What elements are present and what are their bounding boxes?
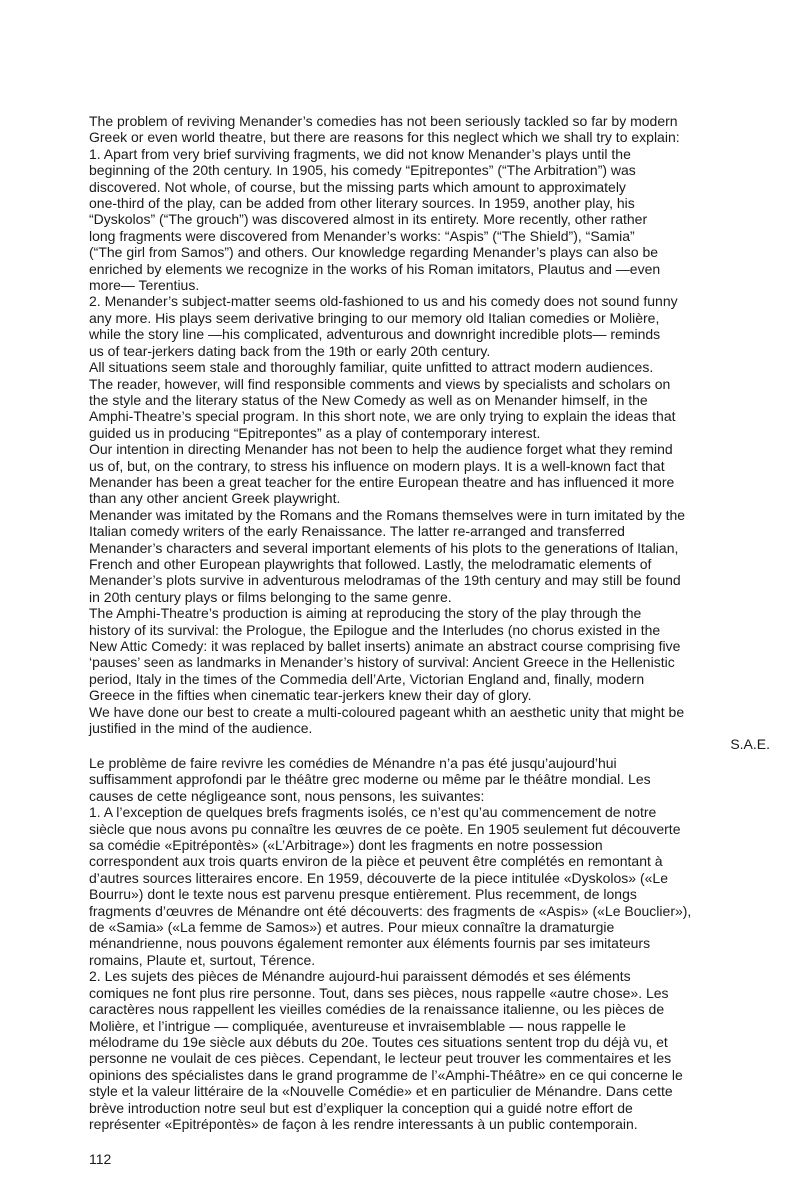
text-line: 1. A l’exception de quelques brefs fragments isolés, ce n’est qu’au commencement de notre <box>89 804 657 821</box>
text-line: guided us in producing “Epitrepontes” as a play of contemporary interest. <box>89 424 541 441</box>
text-line: fragments d’œuvres de Ménandre ont été découverts: des fragments de «Aspis» («Le Bouclier»), <box>89 902 692 919</box>
text-line: any more. His plays seem derivative bringing to our memory old Italian comedies or Molière, <box>89 309 660 326</box>
text-line: beginning of the 20th century. In 1905, his comedy “Epitrepontes” (“The Arbitration”) was <box>89 162 636 179</box>
text-line: us of tear-jerkers dating back from the 19th or early 20th century. <box>89 342 491 359</box>
text-line: de «Samia» («La femme de Samos») et autres. Pour mieux connaître la dramaturgie <box>89 919 615 936</box>
text-line: discovered. Not whole, of course, but the missing parts which amount to approximately <box>89 178 626 195</box>
text-line: enriched by elements we recognize in the works of his Roman imitators, Plautus and —even <box>89 260 661 277</box>
text-line: French and other European playwrights that followed. Lastly, the melodramatic elements of <box>89 555 652 572</box>
text-line: suffisamment approfondi par le théâtre grec moderne ou même par le théâtre mondial. Les <box>89 771 651 788</box>
text-line: history of its survival: the Prologue, the Epilogue and the Interludes (no chorus existed in the <box>89 621 661 638</box>
text-line: siècle que nous avons pu connaître les œuvres de ce poète. En 1905 seulement fut découverte <box>89 820 681 837</box>
text-line: brève introduction notre seul but est d’expliquer la conception qui a guidé notre effort de <box>89 1099 633 1116</box>
text-line: while the story line —his complicated, adventurous and downright incredible plots— reminds <box>89 326 661 343</box>
text-line: the style and the literary status of the New Comedy as well as on Menander himself, in the <box>89 391 648 408</box>
text-line: 1. Apart from very brief surviving fragments, we did not know Menander’s plays until the <box>89 145 631 162</box>
text-line: sa comédie «Epitrépontès» («L’Arbitrage») dont les fragments en notre possession <box>89 837 603 854</box>
text-line: us of, but, on the contrary, to stress his influence on modern plays. It is a well-known fact that <box>89 457 665 474</box>
english-paragraph <box>89 113 770 736</box>
text-line: Menander’s plots survive in adventurous melodramas of the 19th century and may still be found <box>89 572 681 589</box>
text-line: Menander has been a great teacher for the entire European theatre and has influenced it more <box>89 473 675 490</box>
text-line: The problem of reviving Menander’s comedies has not been seriously tackled so far by modern <box>89 113 678 129</box>
text-line: d’autres sources litteraires encore. En 1959, découverte de la piece intitulée «Dyskolos» («Le <box>89 869 668 886</box>
text-line: New Attic Comedy: it was replaced by ballet inserts) animate an abstract course comprising five <box>89 638 681 654</box>
text-line: more— Terentius. <box>89 277 200 294</box>
text-line: Menander’s characters and several important elements of his plots to the generations of Italian, <box>89 539 679 556</box>
text-line: Bourru») dont le texte nous est parvenu presque entièrement. Plus recemment, de longs <box>89 886 637 903</box>
page-number: 112 <box>89 1151 112 1167</box>
text-line: We have done our best to create a multi-coloured pageant whith an aesthetic unity that might be <box>89 703 685 720</box>
text-line: The reader, however, will find responsible comments and views by specialists and scholars on <box>89 375 671 392</box>
english-text <box>89 113 770 753</box>
text-line: 2. Menander’s subject-matter seems old-fashioned to us and his comedy does not sound funny <box>89 293 678 310</box>
text-line: Amphi-Theatre’s special program. In this short note, we are only trying to explain the ideas that <box>89 408 676 425</box>
text-line: in 20th century plays or films belonging to the same genre. <box>89 588 452 605</box>
text-line: period, Italy in the times of the Commedia dell’Arte, Victorian England and, finally, modern <box>89 670 645 687</box>
text-line: All situations seem stale and thoroughly familiar, quite unfitted to attract modern audiences. <box>89 359 654 376</box>
text-line: comiques ne font plus rire personne. Tout, dans ses pièces, nous rappelle «autre chose». Les <box>89 984 669 1001</box>
text-line: Molière, et l’intrigue — compliquée, aventureuse et invraisemblable — nous rappelle le <box>89 1017 626 1034</box>
text-line: Greece in the fifties when cinematic tear-jerkers knew their day of glory. <box>89 687 532 704</box>
text-line: causes de cette négligeance sont, nous pensons, les suivantes: <box>89 787 485 804</box>
text-line: (“The girl from Samos”) and others. Our knowledge regarding Menander’s plays can also be <box>89 244 659 261</box>
french-paragraph <box>89 755 770 1132</box>
text-line: style et la valeur littéraire de la «Nouvelle Comédie» et en particulier de Ménandre. Dans cette <box>89 1083 673 1100</box>
text-line: personne ne voulait de ces pièces. Cependant, le lecteur peut trouver les commentaires et les <box>89 1050 672 1067</box>
text-line: Menander was imitated by the Romans and the Romans themselves were in turn imitated by the <box>89 506 686 523</box>
text-line: one-third of the play, can be added from other literary sources. In 1959, another play, his <box>89 195 635 212</box>
text-line: Italian comedy writers of the early Renaissance. The latter re-arranged and transferred <box>89 523 625 540</box>
text-line: The Amphi-Theatre’s production is aiming at reproducing the story of the play through the <box>89 605 642 622</box>
text-line: romains, Plaute et, surtout, Térence. <box>89 951 316 968</box>
text-line: “Dyskolos” (“The grouch”) was discovered almost in its entirety. More recently, other rather <box>89 211 648 228</box>
text-line: Le problème de faire revivre les comédies de Ménandre n’a pas été jusqu’aujourd’hui <box>89 755 617 771</box>
text-line: long fragments were discovered from Menander’s works: “Aspis” (“The Shield”), “Samia” <box>89 227 635 244</box>
page-body <box>89 113 770 1132</box>
text-line: ménandrienne, nous pouvons également remonter aux éléments fournis par ses imitateurs <box>89 935 651 952</box>
text-line: 2. Les sujets des pièces de Ménandre aujourd-hui paraissent démodés et ses éléments <box>89 968 631 985</box>
signature: S.A.E. <box>730 736 770 753</box>
text-line: justified in the mind of the audience. <box>89 720 313 737</box>
text-line: représenter «Epitrépontès» de façon à les rendre interessants à un public contemporain. <box>89 1115 638 1132</box>
text-line: caractères nous rappellent les vieilles comédies de la renaissance italienne, ou les pièces de <box>89 1001 665 1018</box>
text-line: Greek or even world theatre, but there are reasons for this neglect which we shall try to explain: <box>89 129 680 146</box>
text-line: than any other ancient Greek playwright. <box>89 490 341 507</box>
text-line: ‘pauses’ seen as landmarks in Menander’s history of survival: Ancient Greece in the Hellenistic <box>89 654 675 671</box>
text-line: correspondent aux trois quarts environ de la pièce et peuvent être complétés en remontant à <box>89 853 663 870</box>
text-line: mélodrame du 19e siècle aux débuts du 20e. Toutes ces situations sentent trop du déjà vu, et <box>89 1033 668 1050</box>
text-line: Our intention in directing Menander has not been to help the audience forget what they remind <box>89 441 673 458</box>
text-line: opinions des spécialistes dans le grand programme de l’«Amphi-Théâtre» en ce qui concerne le <box>89 1066 683 1083</box>
french-text <box>89 755 770 1132</box>
